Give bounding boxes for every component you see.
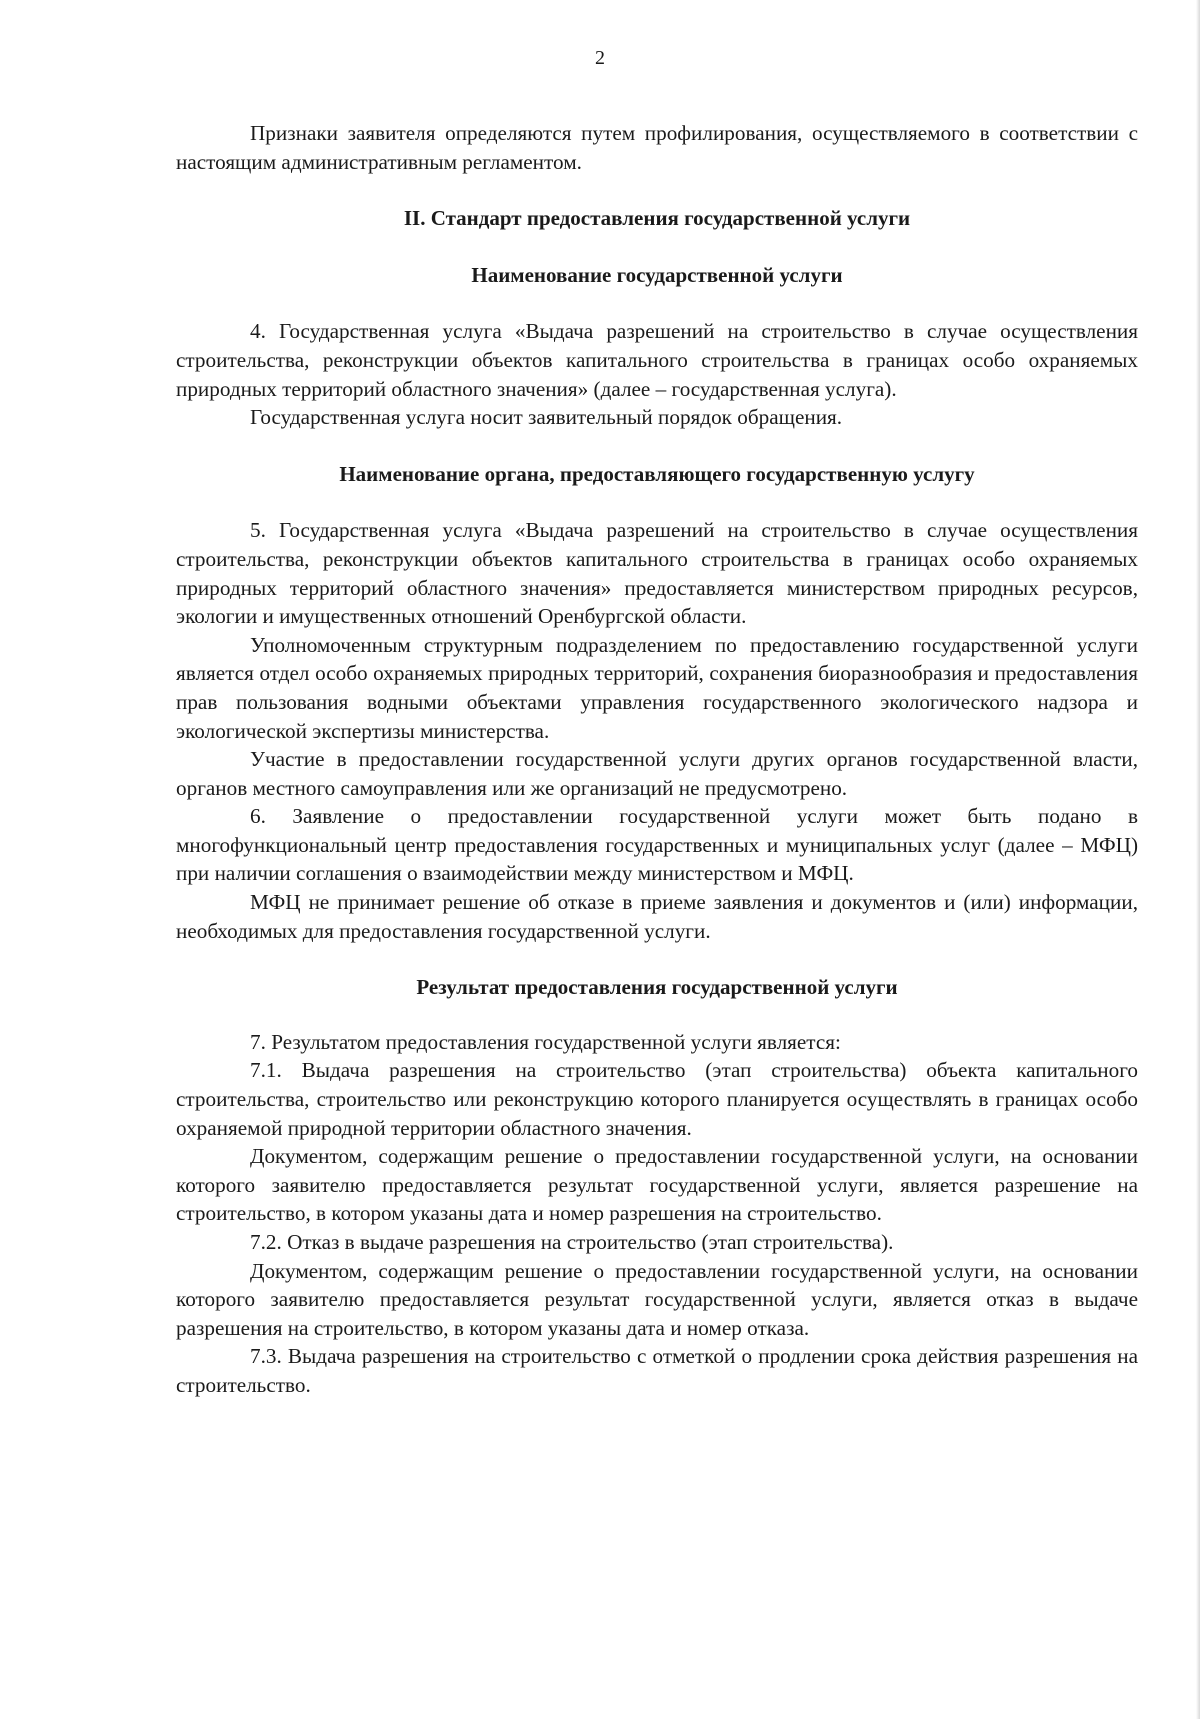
paragraph-item-7-3: 7.3. Выдача разрешения на строительство с отметкой о продлении срока действия разрешения на строительство. <box>176 1344 1138 1397</box>
page-edge <box>1196 0 1200 1719</box>
subheading-service-name: Наименование государственной услуги <box>471 262 843 287</box>
document-body <box>176 119 1138 1400</box>
subheading-service-result: Результат предоставления государственной услуги <box>416 975 898 1000</box>
paragraph-item-7-2: 7.2. Отказ в выдаче разрешения на строительство (этап строительства). <box>250 1230 894 1254</box>
paragraph-item-7: 7. Результатом предоставления государственной услуги является: <box>250 1029 841 1054</box>
paragraph-item-6: 6. Заявление о предоставлении государственной услуги может быть подано в многофункциональный центр предоставления государственных и муниципальных услуг (далее – МФЦ) при наличии соглашения о взаимодействии между министерством и МФЦ. <box>176 804 1138 886</box>
paragraph-application-order: Государственная услуга носит заявительный порядок обращения. <box>250 405 843 430</box>
paragraph-item-4: 4. Государственная услуга «Выдача разрешений на строительство в случае осуществления строительства, реконструкции объектов капитального строительства в границах особо охраняемых природных территорий областного значения» (далее – государственная услуга). <box>176 319 1138 401</box>
subheading-providing-body: Наименование органа, предоставляющего государственную услугу <box>339 461 975 486</box>
paragraph-item-5: 5. Государственная услуга «Выдача разрешений на строительство в случае осуществления строительства, реконструкции объектов капитального строительства в границах особо охраняемых природных территорий областного значения» предоставляется министерством природных ресурсов, экологии и имущественных отношений Оренбургской области. <box>176 518 1138 629</box>
paragraph-other-bodies: Участие в предоставлении государственной услуги других органов государственной власти, органов местного самоуправления или же организаций не предусмотрено. <box>176 747 1138 800</box>
paragraph-document-refusal: Документом, содержащим решение о предоставлении государственной услуги, на основании которого заявителю предоставляется результат государственной услуги, является отказ в выдаче разрешения на строительство, в котором указаны дата и номер отказа. <box>176 1258 1138 1340</box>
paragraph-authorized-unit: Уполномоченным структурным подразделением по предоставлению государственной услуги является отдел особо охраняемых природных территорий, сохранения биоразнообразия и предоставления прав пользования водными объектами управления государственного экологического надзора и экологической экспертизы министерства. <box>176 632 1138 743</box>
paragraph-document-permit: Документом, содержащим решение о предоставлении государственной услуги, на основании которого заявителю предоставляется результат государственной услуги, является разрешение на строительство, в котором указаны дата и номер разрешения на строительство. <box>176 1144 1138 1226</box>
section-heading-standard: II. Стандарт предоставления государственной услуги <box>403 206 911 231</box>
page-number: 2 <box>595 47 605 69</box>
paragraph-item-7-1: 7.1. Выдача разрешения на строительство (этап строительства) объекта капитального строительства, строительство или реконструкцию которого планируется осуществлять в границах особо охраняемой природной территории областного значения. <box>176 1058 1138 1140</box>
paragraph-applicant-profiling: Признаки заявителя определяются путем профилирования, осуществляемого в соответствии с настоящим административным регламентом. <box>176 121 1138 174</box>
paragraph-mfc-refusal: МФЦ не принимает решение об отказе в приеме заявления и документов и (или) информации, необходимых для предоставления государственной услуги. <box>176 890 1138 943</box>
